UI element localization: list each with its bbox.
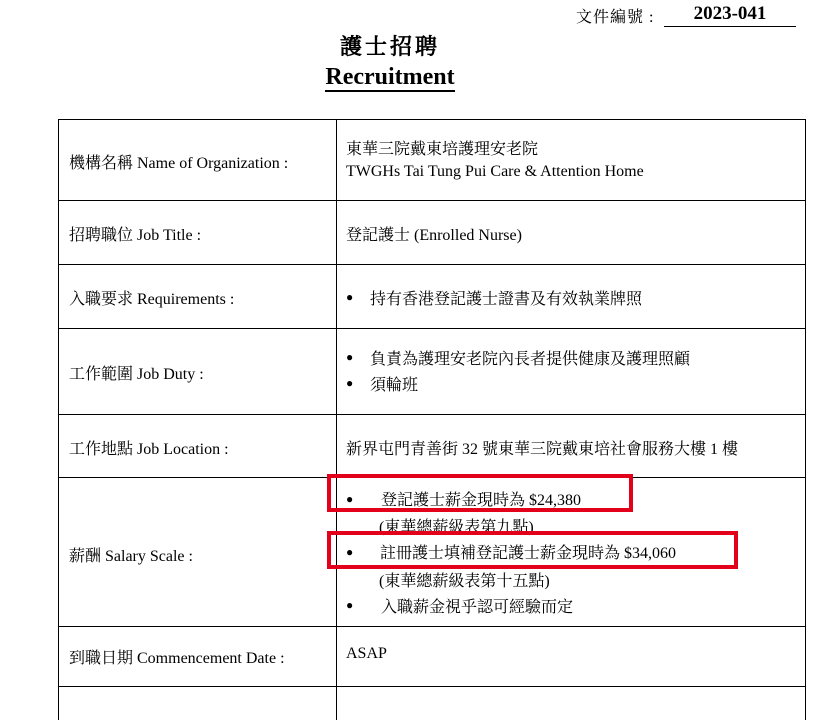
- salary-item-en: 登記護士薪金現時為 $24,380: [381, 492, 582, 509]
- title-english: [0, 64, 780, 91]
- highlight-box: [327, 474, 633, 512]
- bullet: ●: [346, 350, 354, 364]
- recruitment-table: [58, 119, 806, 720]
- commencement-value: ASAP: [346, 645, 387, 662]
- duty-item: 負責為護理安老院內長者提供健康及護理照顧: [370, 351, 691, 368]
- org-name-zh: 東華三院戴東培護理安老院: [346, 141, 539, 158]
- label-job-location: 工作地點 Job Location :: [69, 441, 229, 458]
- label-organization: 機構名稱 Name of Organization :: [69, 155, 289, 172]
- row-requirements: [59, 265, 805, 329]
- bullet: ●: [346, 376, 354, 390]
- label-salary: 薪酬 Salary Scale :: [69, 548, 193, 565]
- salary-item-rn: 註冊護士填補登記護士薪金現時為 $34,060: [380, 545, 677, 562]
- job-location-value: 新界屯門青善街 32 號東華三院戴東培社會服務大樓 1 樓: [346, 441, 739, 458]
- label-job-title: 招聘職位 Job Title :: [69, 227, 202, 244]
- row-job-title: [59, 201, 805, 265]
- bullet: ●: [346, 492, 354, 506]
- salary-note: (東華總薪級表第九點): [379, 519, 534, 536]
- label-requirements: 入職要求 Requirements :: [69, 291, 235, 308]
- requirement-item: 持有香港登記護士證書及有效執業牌照: [370, 291, 643, 308]
- salary-note: (東華總薪級表第十五點): [379, 573, 550, 590]
- title-english-text: Recruitment: [325, 64, 455, 90]
- row-job-duty: [59, 329, 805, 415]
- row-organization: [59, 120, 805, 201]
- doc-number-label: 文件編號 :: [576, 9, 655, 26]
- salary-item-experience: 入職薪金視乎認可經驗而定: [381, 599, 574, 616]
- highlight-box: [327, 531, 738, 569]
- title-chinese: 護士招聘: [339, 34, 440, 59]
- bullet: ●: [346, 545, 354, 559]
- bullet: ●: [346, 290, 354, 304]
- org-name-en: TWGHs Tai Tung Pui Care & Attention Home: [346, 163, 644, 180]
- row-commencement: [59, 627, 805, 687]
- row-job-location: [59, 415, 805, 478]
- doc-number: 2023-041: [664, 3, 796, 27]
- job-title-value: 登記護士 (Enrolled Nurse): [346, 227, 522, 244]
- label-commencement: 到職日期 Commencement Date :: [69, 650, 285, 667]
- label-job-duty: 工作範圍 Job Duty :: [69, 366, 204, 383]
- duty-item: 須輪班: [370, 377, 419, 394]
- bullet: ●: [346, 598, 354, 612]
